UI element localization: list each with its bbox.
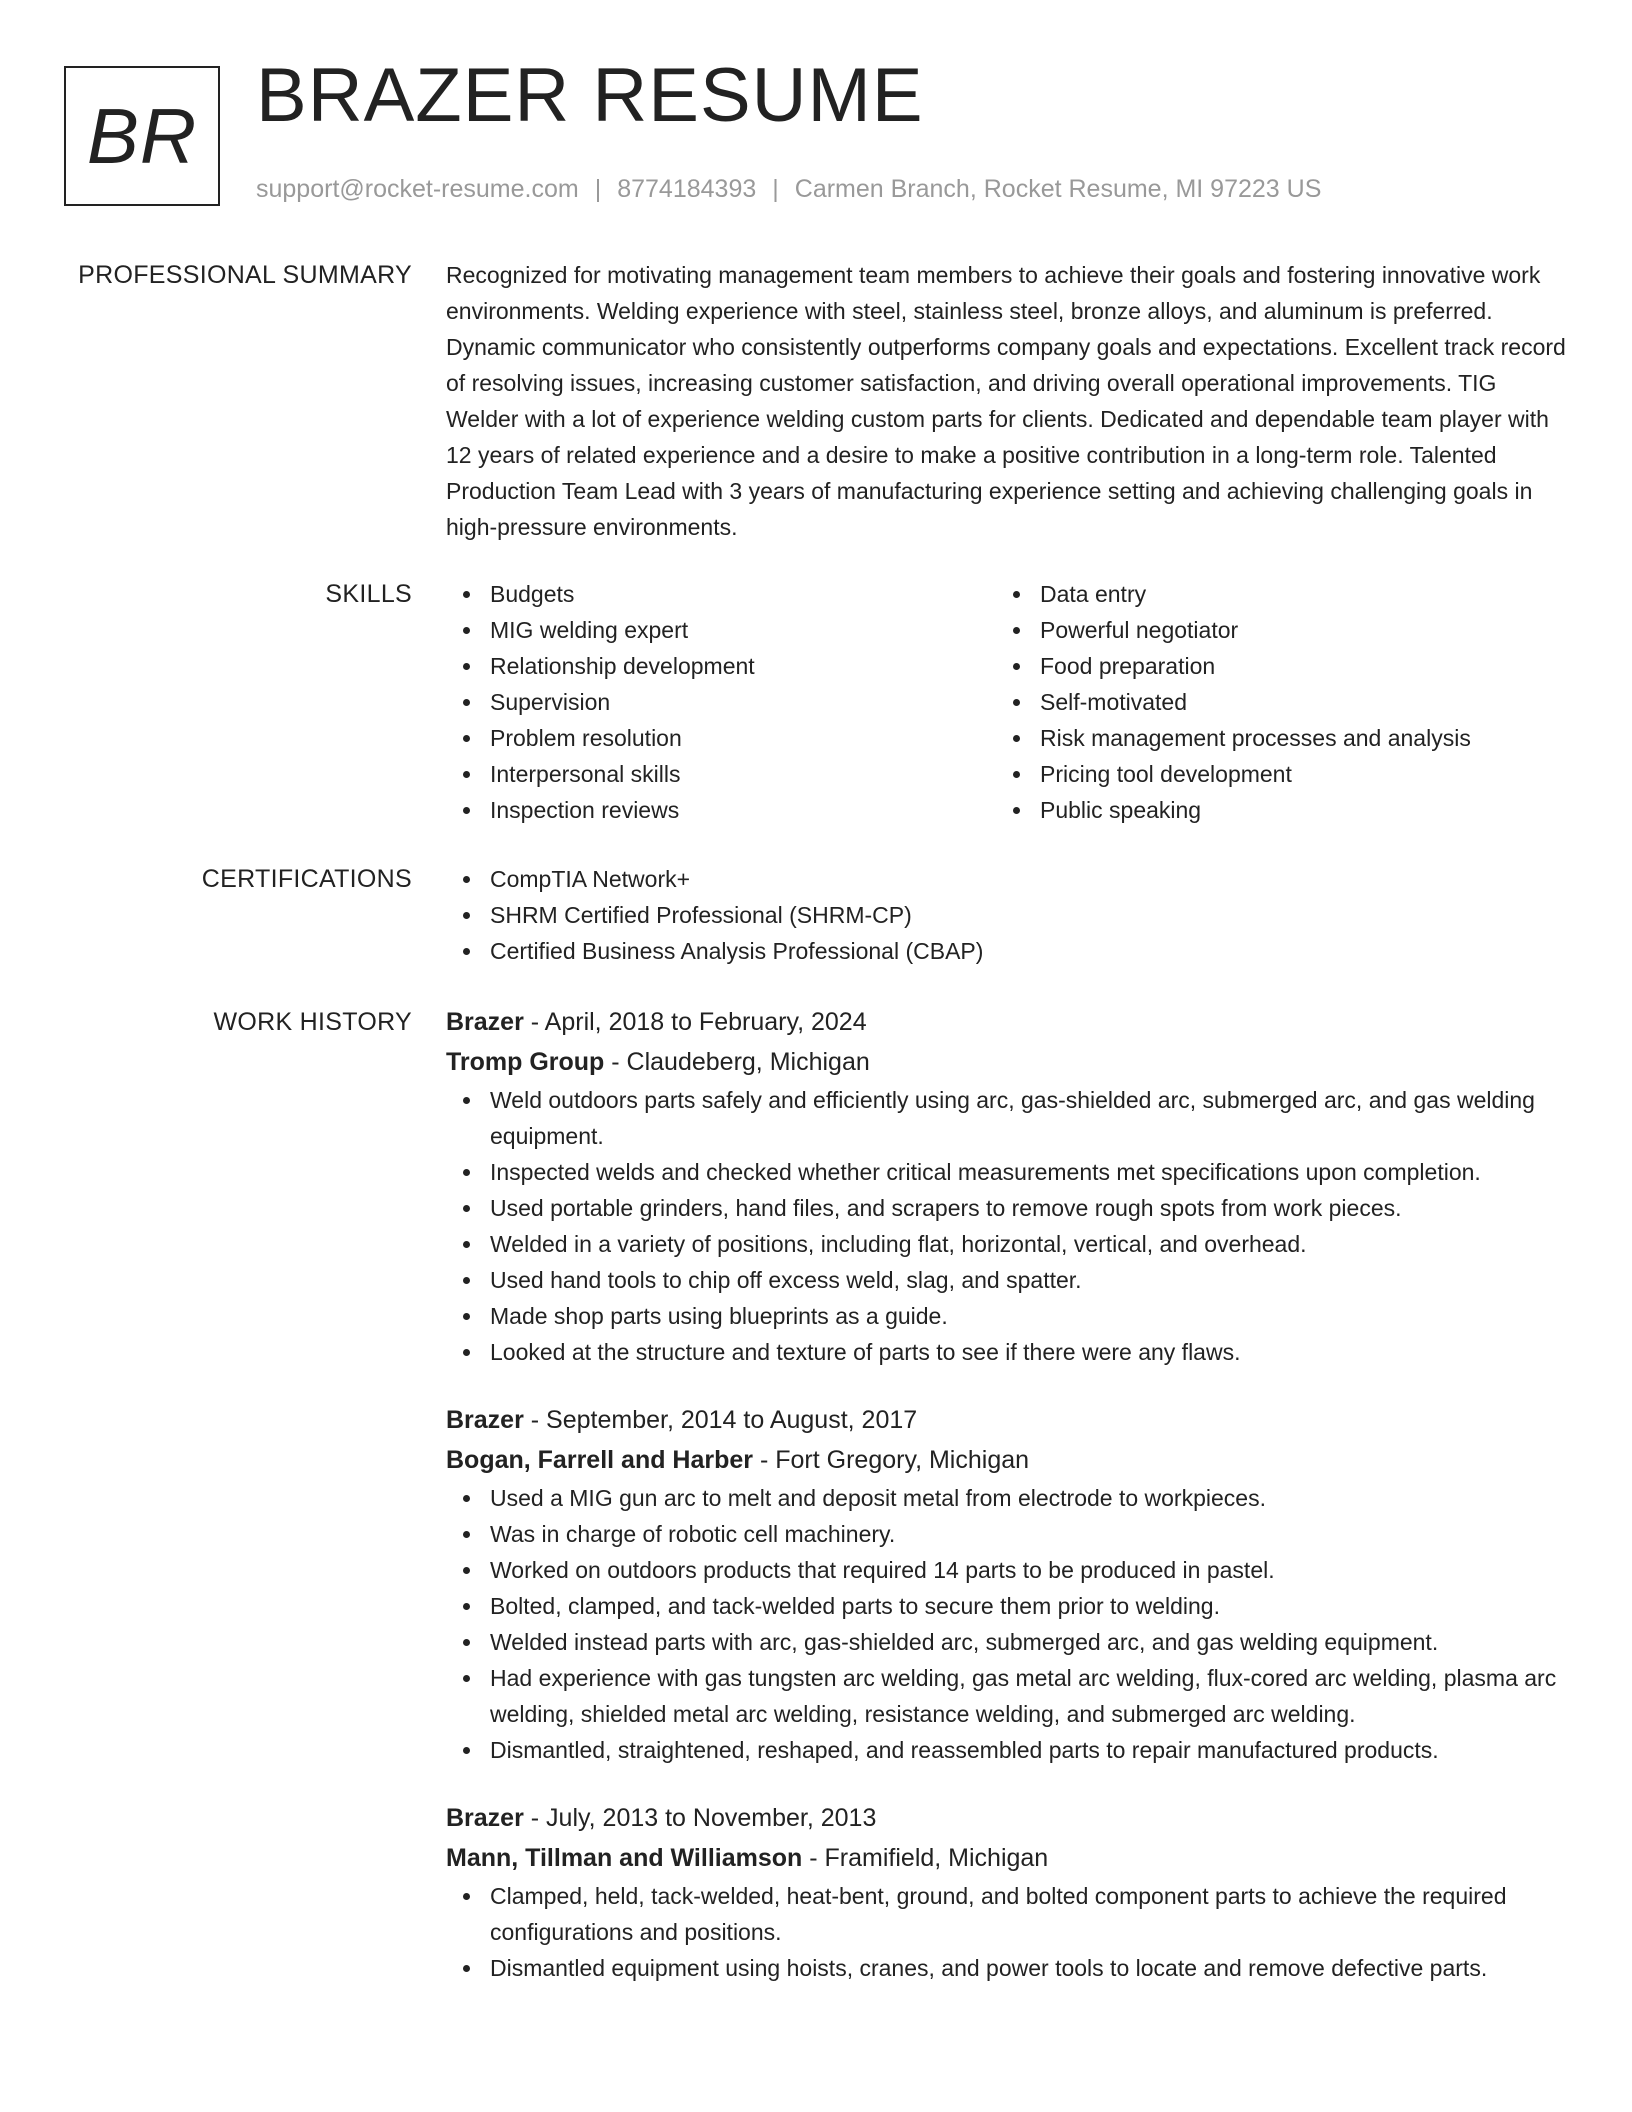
job-duty: Dismantled equipment using hoists, cranes, and power tools to locate and remove defective parts. <box>446 1950 1566 1986</box>
contact-email: support@rocket-resume.com <box>256 175 579 203</box>
job-title: Brazer <box>446 1406 524 1434</box>
job-duties <box>446 1082 1566 1370</box>
skill-item: Risk management processes and analysis <box>996 720 1546 756</box>
work-history-heading: WORK HISTORY <box>213 1008 412 1036</box>
skill-item: Budgets <box>446 576 996 612</box>
job-entry <box>446 1400 1566 1768</box>
job-title: Brazer <box>446 1804 524 1832</box>
job-duty: Used portable grinders, hand files, and scrapers to remove rough spots from work pieces. <box>446 1190 1566 1226</box>
job-duties <box>446 1480 1566 1768</box>
job-company: Mann, Tillman and Williamson <box>446 1844 803 1872</box>
job-duty: Used hand tools to chip off excess weld, slag, and spatter. <box>446 1262 1566 1298</box>
work-history-body <box>446 1002 1566 2016</box>
job-title: Brazer <box>446 1008 524 1036</box>
job-duty: Worked on outdoors products that required 14 parts to be produced in pastel. <box>446 1552 1566 1588</box>
job-company: Tromp Group <box>446 1048 605 1076</box>
job-company-line <box>446 1440 1566 1480</box>
job-duty: Weld outdoors parts safely and efficiently using arc, gas-shielded arc, submerged arc, and gas welding equipment. <box>446 1082 1566 1154</box>
contact-phone: 8774184393 <box>617 175 757 203</box>
skill-item: Data entry <box>996 576 1546 612</box>
summary-body <box>446 257 1566 545</box>
skills-list-left <box>446 576 996 828</box>
job-duty: Made shop parts using blueprints as a guide. <box>446 1298 1566 1334</box>
skill-item: Inspection reviews <box>446 792 996 828</box>
summary-heading: PROFESSIONAL SUMMARY <box>78 261 412 289</box>
skill-item: Interpersonal skills <box>446 756 996 792</box>
job-duty: Dismantled, straightened, reshaped, and reassembled parts to repair manufactured products. <box>446 1732 1566 1768</box>
skill-item: Self-motivated <box>996 684 1546 720</box>
job-dates: - July, 2013 to November, 2013 <box>523 1804 877 1832</box>
job-entry <box>446 1002 1566 1370</box>
job-duty: Bolted, clamped, and tack-welded parts to secure them prior to welding. <box>446 1588 1566 1624</box>
job-duty: Welded instead parts with arc, gas-shielded arc, submerged arc, and gas welding equipment. <box>446 1624 1566 1660</box>
job-company-line <box>446 1042 1566 1082</box>
skill-item: Problem resolution <box>446 720 996 756</box>
monogram-logo: BR <box>64 66 220 206</box>
job-duty: Clamped, held, tack-welded, heat-bent, ground, and bolted component parts to achieve the required configurations and positions. <box>446 1878 1566 1950</box>
skill-item: Food preparation <box>996 648 1546 684</box>
job-duties <box>446 1878 1566 1986</box>
contact-separator: | <box>594 175 602 203</box>
contact-line <box>256 174 1321 204</box>
skill-item: Supervision <box>446 684 996 720</box>
job-location: - Framifield, Michigan <box>802 1844 1049 1872</box>
job-duty: Welded in a variety of positions, including flat, horizontal, vertical, and overhead. <box>446 1226 1566 1262</box>
certifications-heading: CERTIFICATIONS <box>201 865 412 893</box>
skill-item: Pricing tool development <box>996 756 1546 792</box>
skills-heading: SKILLS <box>325 580 412 608</box>
skills-list-right <box>996 576 1546 828</box>
job-duty: Inspected welds and checked whether critical measurements met specifications upon completion. <box>446 1154 1566 1190</box>
skill-item: Relationship development <box>446 648 996 684</box>
certifications-body <box>446 861 1566 969</box>
skill-item: Powerful negotiator <box>996 612 1546 648</box>
job-location: - Claudeberg, Michigan <box>604 1048 870 1076</box>
contact-address: Carmen Branch, Rocket Resume, MI 97223 US <box>794 175 1322 203</box>
certifications-list <box>446 861 1566 969</box>
skills-body <box>446 576 1566 828</box>
resume-name: BRAZER RESUME <box>256 53 924 138</box>
job-duty: Was in charge of robotic cell machinery. <box>446 1516 1566 1552</box>
summary-text: Recognized for motivating management team members to achieve their goals and fostering innovative work environments. Welding experience with steel, stainless steel, bronze alloys, and aluminum is preferred. Dynamic communicator who consistently outperforms company goals and expectations. Excellent track record of resolving issues, increasing customer satisfaction, and driving overall operational improvements. TIG Welder with a lot of experience welding custom parts for clients. Dedicated and dependable team player with 12 years of related experience and a desire to make a positive contribution in a long-term role. Talented Production Team Lead with 3 years of manufacturing experience setting and achieving challenging goals in high-pressure environments. <box>446 262 1566 540</box>
job-duty: Used a MIG gun arc to melt and deposit metal from electrode to workpieces. <box>446 1480 1566 1516</box>
job-title-line <box>446 1798 1566 1838</box>
certification-item: Certified Business Analysis Professional (CBAP) <box>446 933 1566 969</box>
job-company-line <box>446 1838 1566 1878</box>
certification-item: SHRM Certified Professional (SHRM-CP) <box>446 897 1566 933</box>
job-duty: Had experience with gas tungsten arc welding, gas metal arc welding, flux-cored arc welding, plasma arc welding, shielded metal arc welding, resistance welding, and submerged arc welding. <box>446 1660 1566 1732</box>
job-duty: Looked at the structure and texture of parts to see if there were any flaws. <box>446 1334 1566 1370</box>
job-entry <box>446 1798 1566 1986</box>
job-title-line <box>446 1002 1566 1042</box>
certification-item: CompTIA Network+ <box>446 861 1566 897</box>
job-company: Bogan, Farrell and Harber <box>446 1446 754 1474</box>
skill-item: MIG welding expert <box>446 612 996 648</box>
job-title-line <box>446 1400 1566 1440</box>
skill-item: Public speaking <box>996 792 1546 828</box>
job-dates: - April, 2018 to February, 2024 <box>523 1008 867 1036</box>
job-location: - Fort Gregory, Michigan <box>753 1446 1030 1474</box>
contact-separator: | <box>772 175 779 203</box>
job-dates: - September, 2014 to August, 2017 <box>523 1406 918 1434</box>
